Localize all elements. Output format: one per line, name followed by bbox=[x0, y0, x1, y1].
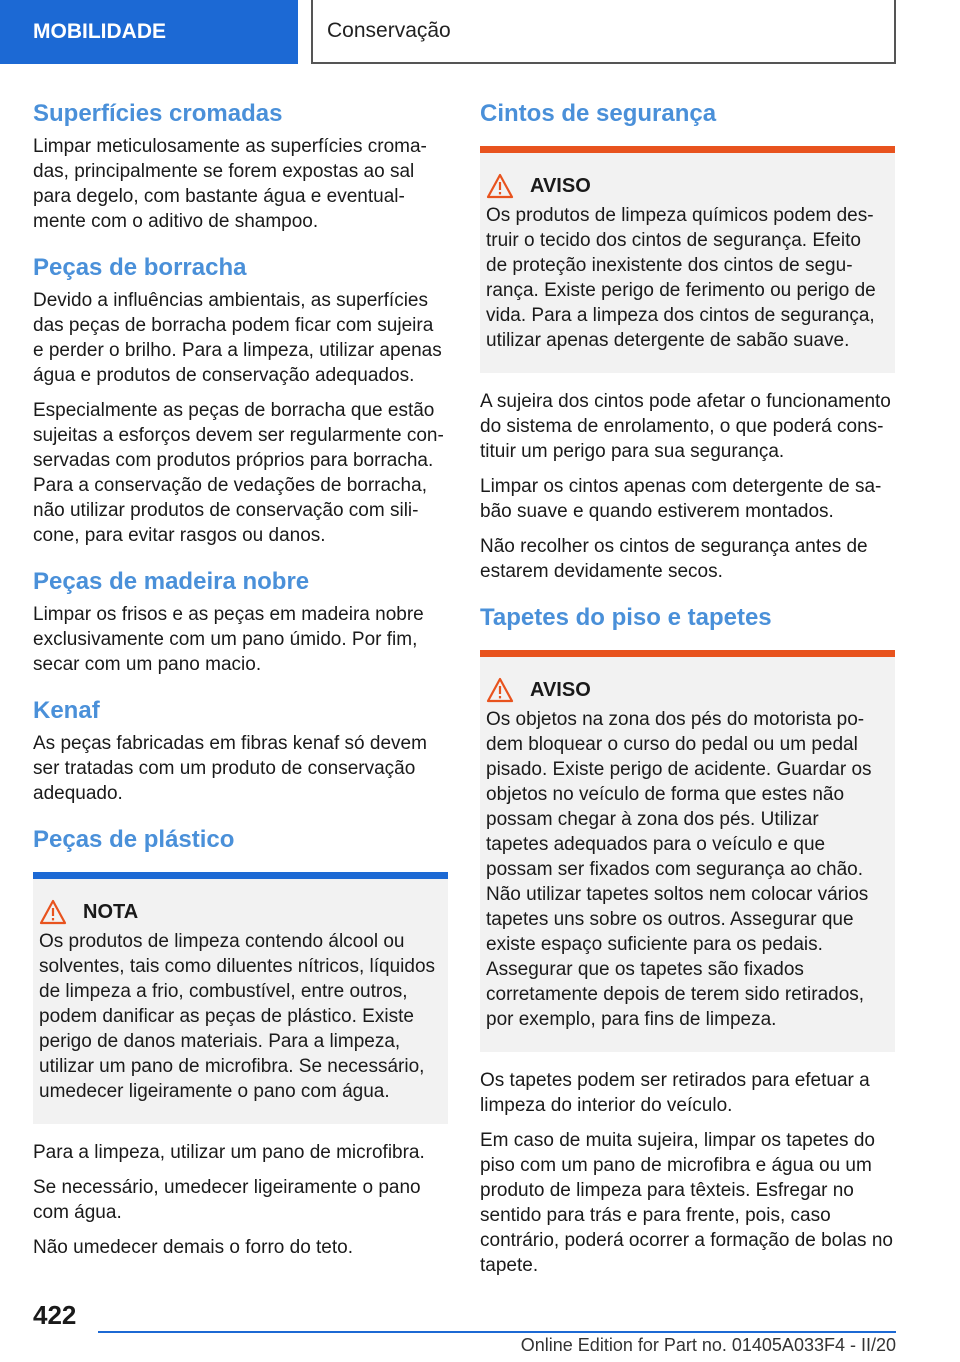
warning-text: Os produtos de limpeza químicos podem destruir o tecido dos cintos de segurança. Efeito de proteção inexistente dos cintos de segurança. Existe perigo de ferimento ou perigo de vida. Para a limpeza dos cintos de segurança, utilizar apenas detergente de sabão suave. bbox=[486, 205, 876, 351]
warning-box-belts bbox=[480, 146, 895, 373]
note-box-header bbox=[39, 899, 436, 925]
section-title-wood: Peças de madeira nobre bbox=[33, 568, 310, 595]
paragraph: A sujeira dos cintos pode afetar o funcionamento do sistema de enrolamento, o que poderá constituir um perigo para sua segurança. bbox=[480, 391, 891, 462]
header-section bbox=[0, 0, 298, 64]
warning-triangle-icon bbox=[486, 677, 514, 703]
section-wood bbox=[33, 566, 448, 677]
header-chapter bbox=[311, 0, 896, 64]
warning-text: Os objetos na zona dos pés do motorista podem bloquear o curso do pedal ou um pedal pisado. Existe perigo de acidente. Guardar os objetos no veículo de forma que estes não possam chegar à zona dos pés. Utilizar tapetes adequados para o veículo e que possam ser fixados com segurança ao chão. Não utilizar tapetes soltos nem colocar vários tapetes uns sobre os outros. Assegurar que existe espaço suficiente para os pedais. Assegurar que os tapetes são fixados corretamente depois de terem sido retirados, por exemplo, para fins de limpeza. bbox=[486, 709, 872, 1030]
paragraph: Não recolher os cintos de segurança antes de estarem devidamente secos. bbox=[480, 536, 868, 582]
warning-box-mats bbox=[480, 650, 895, 1052]
warning-title: AVISO bbox=[530, 174, 591, 197]
paragraph: Se necessário, umedecer ligeiramente o pano com água. bbox=[33, 1177, 421, 1223]
footer-edition: Online Edition for Part no. 01405A033F4 - II/20 bbox=[520, 1335, 896, 1355]
section-title-rubber: Peças de borracha bbox=[33, 254, 247, 281]
paragraph: As peças fabricadas em fibras kenaf só devem ser tratadas com um produto de conservação adequado. bbox=[33, 733, 427, 804]
header-chapter-label: Conservação bbox=[327, 19, 451, 42]
warning-box-header bbox=[486, 173, 883, 199]
section-plastic bbox=[33, 824, 448, 1260]
section-title-kenaf: Kenaf bbox=[33, 697, 100, 724]
page-number: 422 bbox=[33, 1300, 77, 1330]
header-section-label: MOBILIDADE bbox=[33, 20, 166, 43]
paragraph: Os tapetes podem ser retirados para efetuar a limpeza do interior do veículo. bbox=[480, 1070, 870, 1116]
footer-divider bbox=[98, 1331, 896, 1333]
section-mats bbox=[480, 602, 895, 1278]
section-belts bbox=[480, 98, 895, 584]
warning-triangle-icon bbox=[486, 173, 514, 199]
section-title-mats: Tapetes do piso e tapetes bbox=[480, 604, 772, 631]
section-kenaf bbox=[33, 695, 448, 806]
section-chrome bbox=[33, 98, 448, 234]
warning-title: AVISO bbox=[530, 678, 591, 701]
section-title-belts: Cintos de segurança bbox=[480, 100, 717, 127]
section-rubber bbox=[33, 252, 448, 548]
paragraph: Em caso de muita sujeira, limpar os tapetes do piso com um pano de microfibra e água ou um produto de limpeza para têxteis. Esfregar no sentido para trás e para frente, pois, caso contrário, poderá ocorrer a formação de bolas no tapete. bbox=[480, 1130, 893, 1276]
paragraph: Limpar os frisos e as peças em madeira nobre exclusivamente com um pano úmido. Por fim, secar com um pano macio. bbox=[33, 604, 424, 675]
note-title: NOTA bbox=[83, 900, 139, 923]
paragraph: Especialmente as peças de borracha que estão sujeitas a esforços devem ser regularmente conservadas com produtos próprios para borracha. Para a conservação de vedações de borracha, não utilizar produtos de conservação com silicone, para evitar rasgos ou danos. bbox=[33, 400, 444, 546]
paragraph: Limpar os cintos apenas com detergente de sabão suave e quando estiverem montados. bbox=[480, 476, 882, 522]
section-title-plastic: Peças de plástico bbox=[33, 826, 235, 853]
right-column bbox=[480, 98, 895, 1296]
paragraph: Limpar meticulosamente as superfícies cromadas, principalmente se forem expostas ao sal para degelo, com bastante água e eventualmente com o aditivo de shampoo. bbox=[33, 136, 427, 232]
warning-box-header bbox=[486, 677, 883, 703]
paragraph: Para a limpeza, utilizar um pano de microfibra. bbox=[33, 1142, 425, 1163]
paragraph: Devido a influências ambientais, as superfícies das peças de borracha podem ficar com sujeira e perder o brilho. Para a limpeza, utilizar apenas água e produtos de conservação adequados. bbox=[33, 290, 442, 386]
note-box bbox=[33, 872, 448, 1124]
paragraph: Não umedecer demais o forro do teto. bbox=[33, 1237, 354, 1258]
section-title-chrome: Superfícies cromadas bbox=[33, 100, 283, 127]
left-column bbox=[33, 98, 448, 1278]
warning-triangle-icon bbox=[39, 899, 67, 925]
note-text: Os produtos de limpeza contendo álcool ou solventes, tais como diluentes nítricos, líquidos de limpeza a frio, combustível, entre outros, podem danificar as peças de plástico. Existe perigo de danos materiais. Para a limpeza, utilizar um pano de microfibra. Se necessário, umedecer ligeiramente o pano com água. bbox=[39, 931, 436, 1102]
